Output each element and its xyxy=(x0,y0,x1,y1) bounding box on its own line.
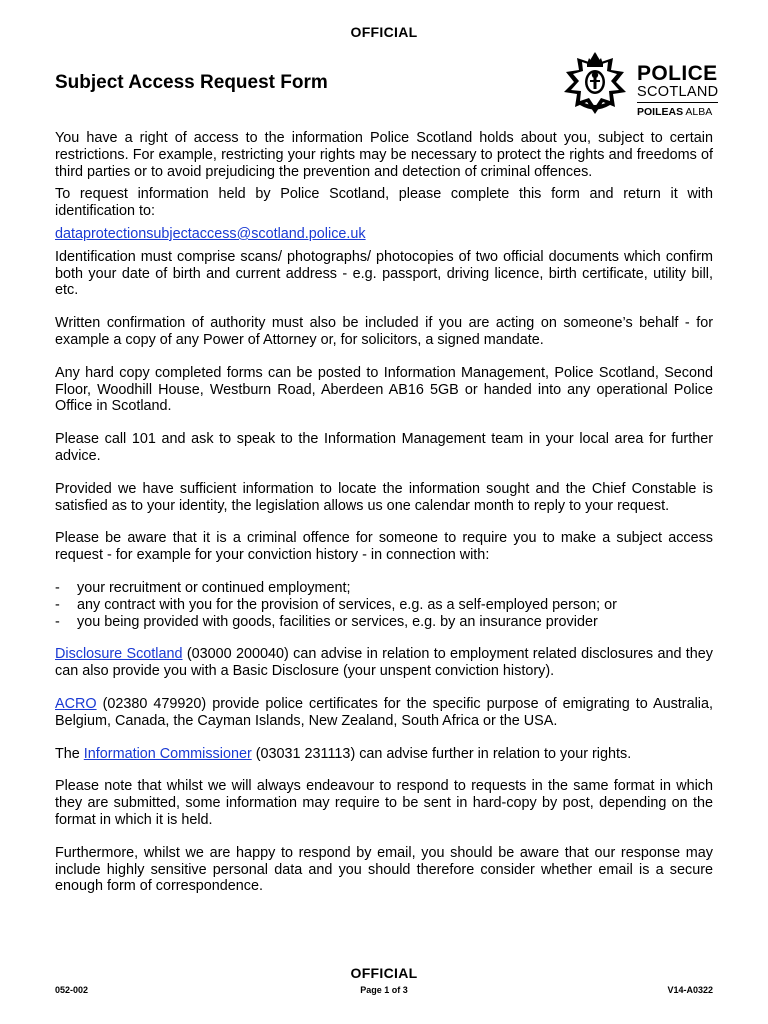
police-scotland-logo xyxy=(558,50,718,120)
bullet-dash: - xyxy=(55,579,60,596)
paragraph-email-security: Furthermore, whilst we are happy to respond by email, you should be aware that our response may include highly sensitive personal data and you should therefore consider whether email is a secure enough form of correspondence. xyxy=(55,844,713,895)
logo-gaelic-bold: POILEAS xyxy=(637,106,684,118)
list-item: - you being provided with goods, facilities or services, e.g. by an insurance provider xyxy=(55,613,598,630)
offence-list xyxy=(55,580,713,630)
security-marking-header: OFFICIAL xyxy=(350,24,418,40)
paragraph-acro: ACRO (02380 479920) provide police certificates for the specific purpose of emigrating to Australia, Belgium, Canada, the Cayman Islands, New Zealand, South Africa or the USA. xyxy=(55,695,713,729)
logo-wordmark xyxy=(637,64,718,120)
paragraph-identification: Identification must comprise scans/ photographs/ photocopies of two official documents which confirm both your date of birth and current address - e.g. passport, driving licence, birth certificate, utility bill, etc. xyxy=(55,248,713,299)
paragraph-authority: Written confirmation of authority must also be included if you are acting on someone’s behalf - for example a copy of any Power of Attorney or, for solicitors, a signed mandate. xyxy=(55,315,713,348)
logo-police-text: POLICE xyxy=(637,62,718,85)
security-marking-footer: OFFICIAL xyxy=(350,965,418,981)
document-body xyxy=(55,130,713,901)
acro-link[interactable]: ACRO xyxy=(55,695,97,712)
paragraph-response-format: Please note that whilst we will always endeavour to respond to requests in the same format in which they are submitted, some information may require to be sent in hard-copy by post, depending on the format in which it is held. xyxy=(55,778,713,828)
paragraph-call-101: Please call 101 and ask to speak to the Information Management team in your local area for further advice. xyxy=(55,431,713,464)
list-item: - any contract with you for the provision of services, e.g. as a self-employed person; or xyxy=(55,596,617,613)
paragraph-disclosure-scotland: Disclosure Scotland (03000 200040) can advise in relation to employment related disclosures and they can also provide you with a Basic Disclosure (your unspent conviction history). xyxy=(55,646,713,680)
paragraph-postal-address: Any hard copy completed forms can be posted to Information Management, Police Scotland, Second Floor, Woodhill House, Westburn Road, Aberdeen AB16 5GB or handed into any operational Police Office in Scotland. xyxy=(55,364,713,415)
paragraph-right-of-access: You have a right of access to the information Police Scotland holds about you, subject to certain restrictions. For example, restricting your rights may be necessary to protect the rights and freedoms of third parties or to avoid prejudicing the prevention and detection of criminal offences. xyxy=(55,130,713,180)
email-link[interactable]: dataprotectionsubjectaccess@scotland.police.uk xyxy=(55,225,366,242)
police-scotland-crest-icon xyxy=(558,50,632,120)
paragraph-information-commissioner: The Information Commissioner (03031 231113) can advise further in relation to your rights. xyxy=(55,745,632,762)
logo-gaelic-rest: ALBA xyxy=(683,106,713,118)
paragraph-response-time: Provided we have sufficient information to locate the information sought and the Chief Constable is satisfied as to your identity, the legislation allows us one calendar month to reply to your request. xyxy=(55,480,713,514)
bullet-dash: - xyxy=(55,596,60,613)
paragraph-criminal-offence: Please be aware that it is a criminal offence for someone to require you to make a subject access request - for example for your conviction history - in connection with: xyxy=(55,530,713,564)
form-reference: 052-002 xyxy=(55,985,89,995)
logo-gaelic-text xyxy=(637,105,718,120)
bullet-dash: - xyxy=(55,613,60,630)
version-code: V14-A0322 xyxy=(667,985,713,995)
list-item: - your recruitment or continued employment; xyxy=(55,579,351,596)
page-footer xyxy=(55,983,713,997)
disclosure-scotland-link[interactable]: Disclosure Scotland xyxy=(55,646,183,663)
page-number: Page 1 of 3 xyxy=(360,985,408,995)
logo-scotland-text: SCOTLAND xyxy=(637,85,718,103)
information-commissioner-link[interactable]: Information Commissioner xyxy=(83,745,252,762)
page-title: Subject Access Request Form xyxy=(55,72,328,93)
paragraph-how-to-request: To request information held by Police Scotland, please complete this form and return it with identification to: xyxy=(55,186,713,220)
